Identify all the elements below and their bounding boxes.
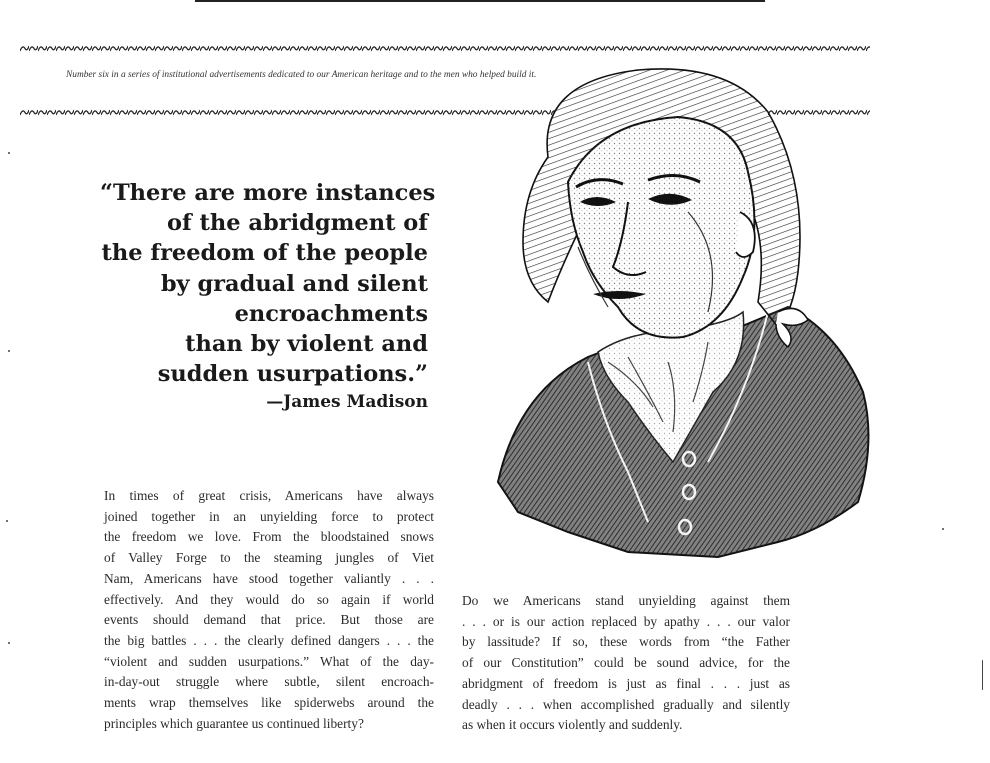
body-line: the freedom we love. From the bloodstained snows [104, 529, 434, 545]
scan-speck [8, 642, 10, 644]
body-line: by lassitude? If so, these words from “the Father [462, 634, 790, 650]
portrait-icon [478, 62, 878, 572]
body-line: of Valley Forge to the steaming jungles of Viet [104, 550, 434, 566]
rope-border-top [20, 44, 870, 53]
body-line: Nam, Americans have stood together valiantly . . . [104, 570, 434, 586]
scan-speck [942, 528, 944, 530]
series-note: Number six in a series of institutional advertisements dedicated to our American heritage and to the men who helped build it. [66, 70, 537, 80]
body-line: deadly . . . when accomplished gradually and silently [462, 696, 790, 712]
madison-quote [100, 178, 436, 389]
body-text-left-column [104, 486, 434, 734]
body-line: . . . or is our action replaced by apathy . . . our valor [462, 613, 790, 629]
scan-speck [8, 152, 10, 154]
quote-attribution: —James Madison [266, 392, 428, 412]
scan-edge-mark [982, 660, 983, 690]
quote-line: sudden usurpations.” [157, 361, 428, 388]
body-text-right-column [462, 591, 790, 736]
body-line: “violent and sudden usurpations.” What of the day- [104, 653, 434, 669]
scan-speck [8, 350, 10, 352]
body-line: abridgment of freedom is just as final . . . just as [462, 675, 790, 691]
quote-line: of the abridgment of [167, 210, 428, 237]
quote-line: “There are more instances [100, 180, 436, 206]
rope-border-bottom [20, 108, 555, 117]
body-line: In times of great crisis, Americans have always [104, 488, 434, 503]
quote-line: encroachments [234, 300, 428, 327]
body-line: principles which guarantee us continued liberty? [104, 715, 364, 731]
body-line: effectively. And they would do so again if world [104, 591, 434, 607]
body-line: of our Constitution” could be sound advice, for the [462, 655, 790, 671]
top-edge-line [195, 0, 765, 2]
quote-line: than by violent and [185, 331, 428, 358]
body-line: ments wrap themselves like spiderwebs around the [104, 695, 434, 711]
quote-line: the freedom of the people [101, 240, 428, 267]
body-line: events should demand that price. But those are [104, 612, 434, 628]
body-line: in-day-out struggle where subtle, silent encroach- [104, 674, 434, 690]
quote-line: by gradual and silent [160, 270, 428, 297]
body-line: joined together in an unyielding force to protect [104, 508, 434, 524]
body-line: the big battles . . . the clearly defined dangers . . . the [104, 632, 434, 648]
body-line: as when it occurs violently and suddenly. [462, 717, 683, 733]
scan-speck [6, 520, 8, 522]
body-line: Do we Americans stand unyielding against them [462, 593, 790, 608]
